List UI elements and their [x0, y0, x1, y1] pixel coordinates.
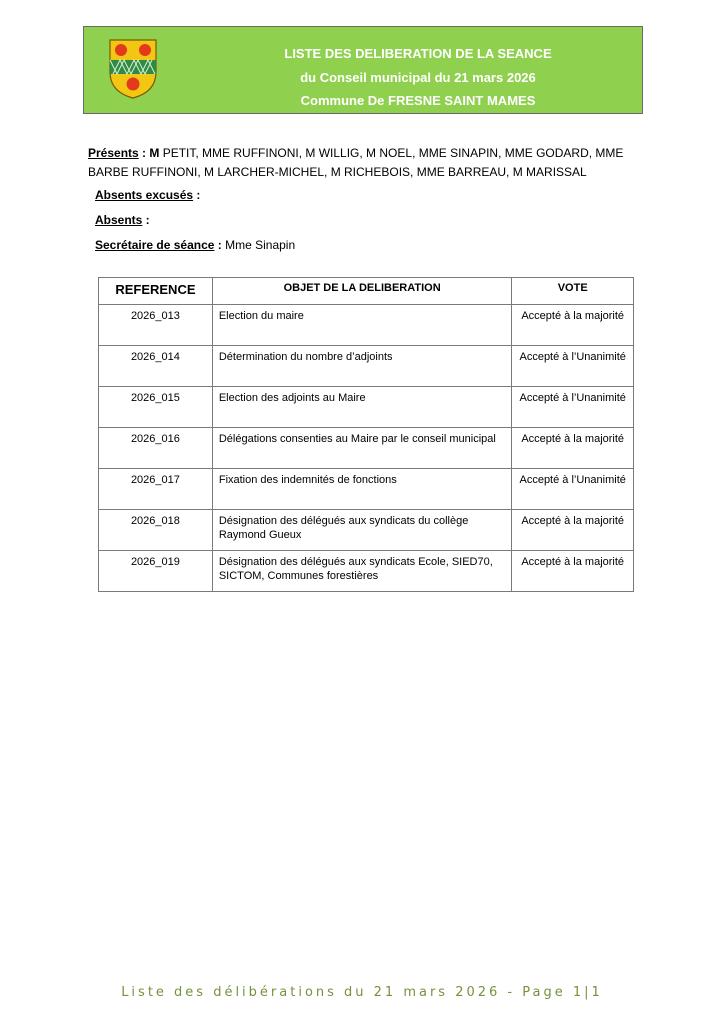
cell-objet: Délégations consenties au Maire par le conseil municipal: [212, 428, 512, 469]
cell-reference: 2026_017: [99, 469, 213, 510]
page-footer: Liste des délibérations du 21 mars 2026 - Page 1|1: [121, 985, 603, 1000]
cell-vote: Accepté à l’Unanimité: [512, 469, 634, 510]
cell-reference: 2026_014: [99, 346, 213, 387]
header-reference: REFERENCE: [99, 278, 213, 305]
cell-vote: Accepté à la majorité: [512, 551, 634, 592]
secretaire-label: Secrétaire de séance: [95, 238, 215, 252]
header-commune: Commune De FRESNE SAINT MAMES: [300, 93, 536, 108]
presents-value: PETIT, MME RUFFINONI, M WILLIG, M NOEL, MME SINAPIN, MME GODARD, MME BARBE RUFFINONI, M LARCHER-MICHEL, M RICHEBOIS, MME BARREAU, M MARISSAL: [88, 146, 624, 179]
absents-line: Absents :: [95, 213, 150, 227]
table-row: [99, 551, 634, 592]
cell-reference: 2026_016: [99, 428, 213, 469]
cell-vote: Accepté à la majorité: [512, 305, 634, 346]
cell-reference: 2026_013: [99, 305, 213, 346]
table-row: [99, 305, 634, 346]
cell-objet: Election des adjoints au Maire: [212, 387, 512, 428]
cell-vote: Accepté à l’Unanimité: [512, 346, 634, 387]
header-vote: VOTE: [512, 278, 634, 305]
coat-of-arms-icon: [108, 38, 158, 100]
secretaire-line: Secrétaire de séance : Mme Sinapin: [95, 238, 296, 252]
header-objet: OBJET DE LA DELIBERATION: [212, 278, 512, 305]
cell-objet: Election du maire: [212, 305, 512, 346]
document-header: [83, 26, 643, 114]
cell-objet: Désignation des délégués aux syndicats Ecole, SIED70, SICTOM, Communes forestières: [212, 551, 512, 592]
cell-reference: 2026_018: [99, 510, 213, 551]
table-header-row: [99, 278, 634, 305]
table-row: [99, 469, 634, 510]
presents-line: Présents : M PETIT, MME RUFFINONI, M WILLIG, M NOEL, MME SINAPIN, MME GODARD, MME BARBE RUFFINONI, M LARCHER-MICHEL, M RICHEBOIS, MME BARREAU, M MARISSAL: [88, 146, 624, 179]
cell-objet: Détermination du nombre d’adjoints: [212, 346, 512, 387]
presents-label: Présents: [88, 146, 139, 160]
cell-reference: 2026_019: [99, 551, 213, 592]
absents-label: Absents: [95, 213, 143, 227]
cell-vote: Accepté à la majorité: [512, 428, 634, 469]
header-title: LISTE DES DELIBERATION DE LA SEANCE: [284, 46, 552, 61]
presents-prefix: M: [149, 146, 160, 160]
deliberations-table: [98, 277, 634, 592]
cell-reference: 2026_015: [99, 387, 213, 428]
table-row: [99, 510, 634, 551]
cell-objet: Fixation des indemnités de fonctions: [212, 469, 512, 510]
table-row: [99, 387, 634, 428]
absents-excuses-line: Absents excusés :: [95, 188, 201, 202]
cell-vote: Accepté à la majorité: [512, 510, 634, 551]
secretaire-value: Mme Sinapin: [225, 238, 296, 252]
cell-objet: Désignation des délégués aux syndicats du collège Raymond Gueux: [212, 510, 512, 551]
table-row: [99, 346, 634, 387]
header-subtitle: du Conseil municipal du 21 mars 2026: [300, 69, 536, 85]
absents-excuses-label: Absents excusés: [95, 188, 194, 202]
cell-vote: Accepté à l’Unanimité: [512, 387, 634, 428]
table-row: [99, 428, 634, 469]
